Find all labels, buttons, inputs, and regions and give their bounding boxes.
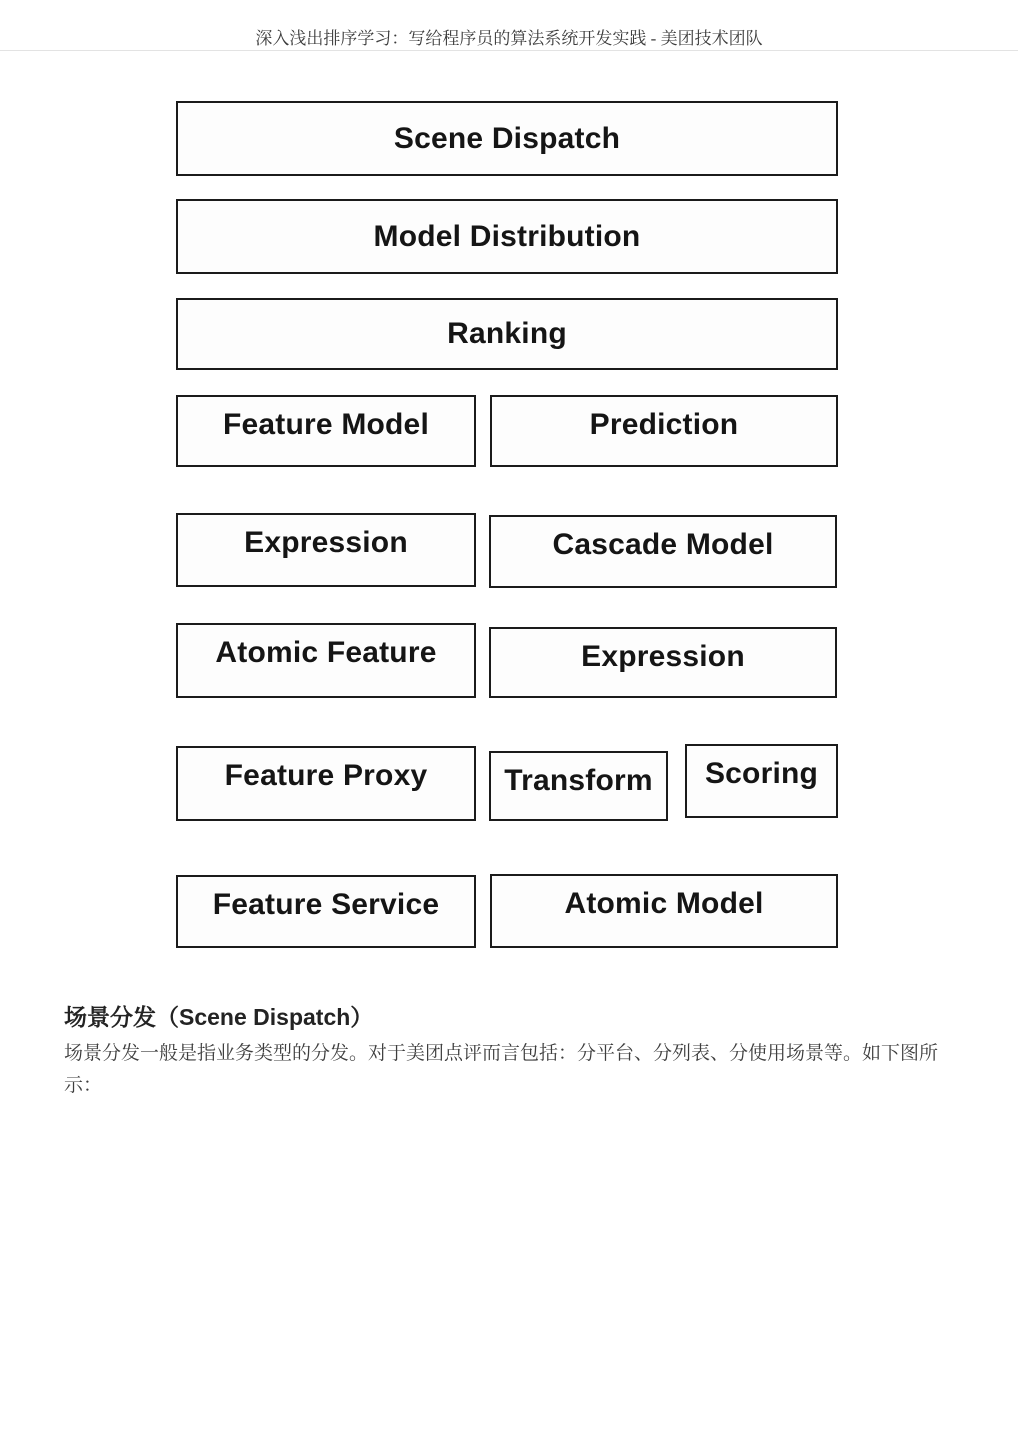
diagram-box-prediction [490, 395, 838, 467]
box-label: Transform [504, 764, 653, 797]
box-label: Prediction [589, 408, 739, 441]
diagram-box-expression-right [489, 627, 837, 698]
diagram-box-scoring [685, 744, 838, 818]
box-label: Cascade Model [552, 528, 774, 561]
diagram-box-cascade-model [489, 515, 837, 588]
box-label: Feature Service [212, 888, 440, 921]
diagram-box-model-distribution [176, 199, 838, 274]
box-label: Atomic Feature [215, 636, 437, 669]
box-label: Ranking [447, 317, 567, 350]
page-header [0, 0, 1018, 51]
diagram-box-feature-model [176, 395, 476, 467]
box-label: Model Distribution [373, 219, 641, 253]
diagram-box-scene-dispatch [176, 101, 838, 176]
diagram-box-transform [489, 751, 668, 821]
section-heading-scene-dispatch: 场景分发（Scene Dispatch） [64, 1004, 374, 1030]
diagram-box-atomic-model [490, 874, 838, 948]
box-label: Expression [244, 526, 408, 559]
box-label: Feature Proxy [224, 759, 428, 792]
box-label: Scoring [704, 757, 819, 790]
diagram-box-feature-service [176, 875, 476, 948]
diagram-box-atomic-feature [176, 623, 476, 698]
diagram-box-feature-proxy [176, 746, 476, 821]
diagram-box-expression-left [176, 513, 476, 587]
box-label: Expression [581, 640, 745, 673]
box-label: Atomic Model [564, 887, 764, 920]
page-title: 深入浅出排序学习：写给程序员的算法系统开发实践 - 美团技术团队 [255, 29, 763, 48]
diagram-box-ranking [176, 298, 838, 370]
section-paragraph: 场景分发一般是指业务类型的分发。对于美团点评而言包括：分平台、分列表、分使用场景等。如下图所示： [64, 1043, 939, 1096]
box-label: Scene Dispatch [393, 121, 621, 155]
box-label: Feature Model [223, 408, 429, 441]
